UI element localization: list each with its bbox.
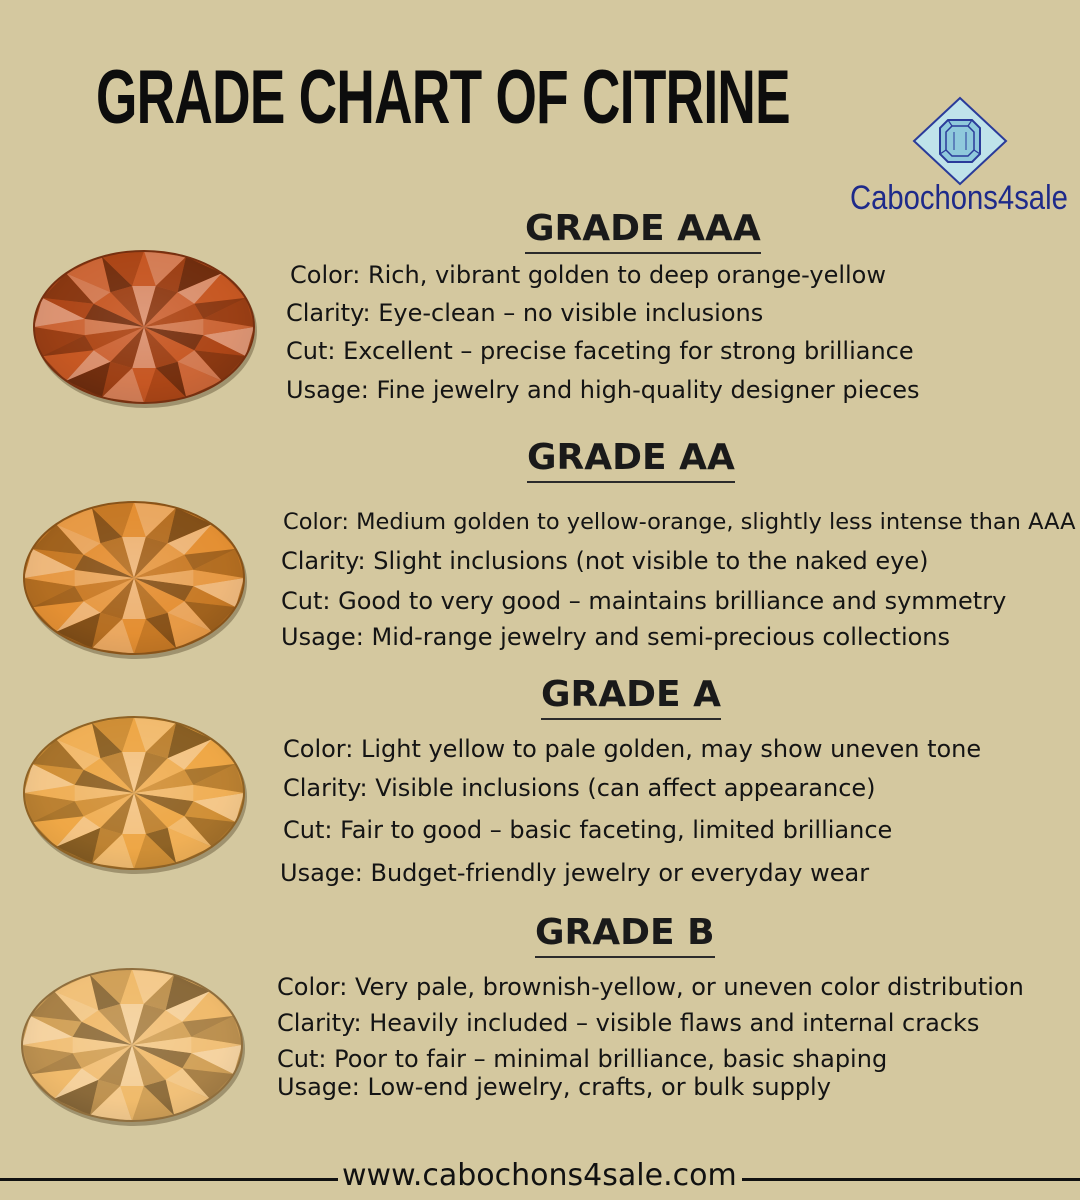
- grade-b-usage: Usage: Low-end jewelry, crafts, or bulk supply: [277, 1073, 831, 1101]
- grade-aa-color: Color: Medium golden to yellow-orange, slightly less intense than AAA: [283, 509, 1076, 535]
- footer-divider-right: [742, 1178, 1080, 1181]
- footer-website-link[interactable]: www.cabochons4sale.com: [342, 1158, 737, 1193]
- citrine-gem-image-aaa: [30, 246, 258, 408]
- page-title: GRADE CHART OF CITRINE: [96, 55, 790, 140]
- citrine-gem-image-a: [20, 712, 248, 874]
- diamond-emerald-cut-icon: [910, 96, 1010, 186]
- citrine-gem-image-aa: [20, 497, 248, 659]
- grade-b-clarity: Clarity: Heavily included – visible flaws and internal cracks: [277, 1009, 980, 1037]
- grade-aaa-color: Color: Rich, vibrant golden to deep orange-yellow: [290, 261, 886, 289]
- grade-b-color: Color: Very pale, brownish-yellow, or uneven color distribution: [277, 973, 1024, 1001]
- grade-a-color: Color: Light yellow to pale golden, may show uneven tone: [283, 735, 982, 763]
- grade-aa-usage: Usage: Mid-range jewelry and semi-precious collections: [281, 623, 951, 651]
- grade-aaa-heading: GRADE AAA: [525, 208, 761, 254]
- brand-logo: [846, 94, 1068, 224]
- grade-aa-cut: Cut: Good to very good – maintains brilliance and symmetry: [281, 587, 1007, 615]
- citrine-gem-image-b: [18, 964, 246, 1126]
- footer-divider-left: [0, 1178, 338, 1181]
- grade-aa-clarity: Clarity: Slight inclusions (not visible to the naked eye): [281, 547, 929, 575]
- grade-b-heading: GRADE B: [535, 912, 715, 958]
- grade-b-cut: Cut: Poor to fair – minimal brilliance, basic shaping: [277, 1045, 888, 1073]
- brand-name: Cabochons4sale: [850, 179, 1068, 217]
- grade-a-cut: Cut: Fair to good – basic faceting, limited brilliance: [283, 816, 893, 844]
- grade-a-usage: Usage: Budget-friendly jewelry or everyday wear: [280, 859, 870, 887]
- grade-aaa-usage: Usage: Fine jewelry and high-quality designer pieces: [286, 376, 920, 404]
- grade-aaa-clarity: Clarity: Eye-clean – no visible inclusions: [286, 299, 764, 327]
- grade-aa-heading: GRADE AA: [527, 437, 735, 483]
- grade-a-heading: GRADE A: [541, 674, 721, 720]
- grade-aaa-cut: Cut: Excellent – precise faceting for strong brilliance: [286, 337, 914, 365]
- grade-a-clarity: Clarity: Visible inclusions (can affect appearance): [283, 774, 876, 802]
